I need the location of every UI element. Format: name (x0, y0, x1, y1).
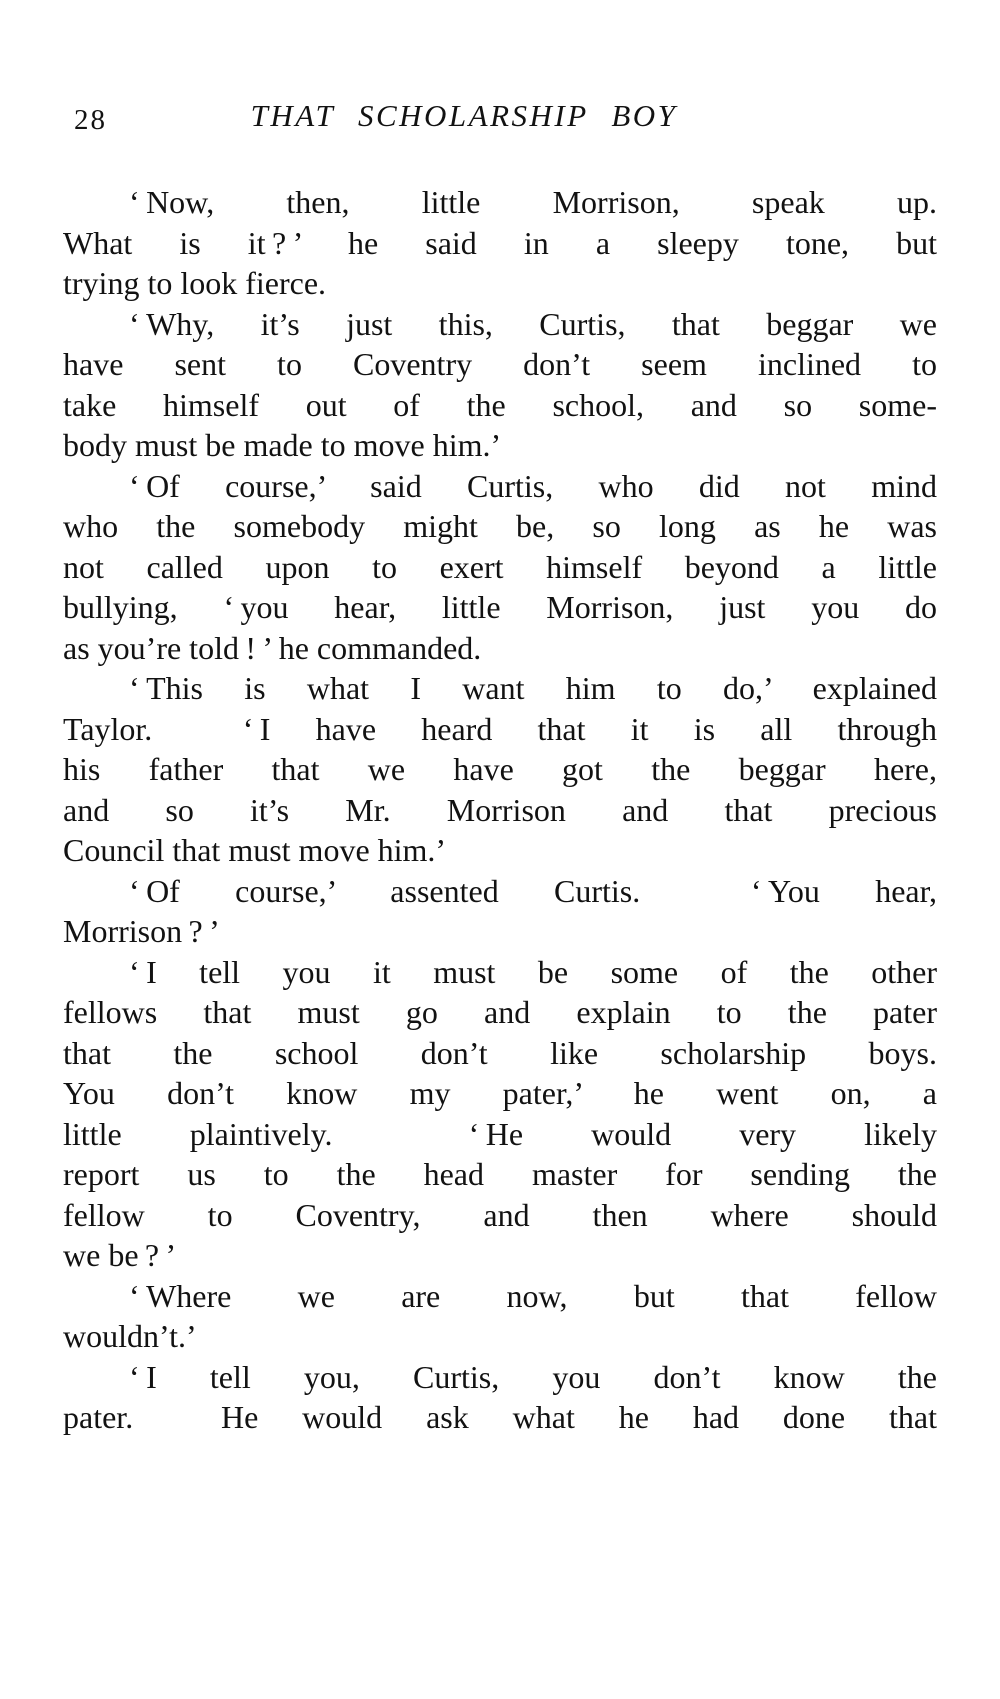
text-line: wouldn’t.’ (63, 1318, 197, 1354)
text-line: Council that must move him.’ (63, 832, 447, 868)
paragraph (63, 952, 937, 1276)
text-line: Taylor. ‘ I have heard that it is all through (63, 710, 937, 747)
paragraph (63, 668, 937, 871)
text-line: report us to the head master for sending the (63, 1156, 937, 1192)
paragraph (63, 466, 937, 669)
text-line: ‘ This is what I want him to do,’ explained (129, 670, 937, 706)
text-line: have sent to Coventry don’t seem inclined to (63, 346, 937, 382)
text-line: body must be made to move him.’ (63, 427, 502, 463)
text-line: who the somebody might be, so long as he was (63, 508, 937, 544)
body-text (63, 182, 937, 1438)
page-header (0, 98, 1000, 140)
text-line: and so it’s Mr. Morrison and that precious (63, 791, 937, 828)
paragraph (63, 1276, 937, 1357)
text-line: Morrison ? ’ (63, 913, 220, 949)
text-line: ‘ I tell you, Curtis, you don’t know the (129, 1358, 937, 1395)
text-line: What is it ? ’ he said in a sleepy tone, but (63, 224, 937, 261)
paragraph (63, 1357, 937, 1438)
text-line: bullying, ‘ you hear, little Morrison, just you do (63, 589, 937, 625)
text-line: You don’t know my pater,’ he went on, a (63, 1075, 937, 1111)
text-line: ‘ Of course,’ assented Curtis. ‘ You hear, (129, 872, 937, 909)
running-title: THAT SCHOLARSHIP BOY (250, 98, 678, 133)
text-line: fellow to Coventry, and then where should (63, 1196, 937, 1233)
text-line: not called upon to exert himself beyond a little (63, 548, 937, 585)
text-line: ‘ Now, then, little Morrison, speak up. (129, 184, 937, 220)
text-line: pater. He would ask what he had done that (63, 1399, 937, 1435)
paragraph (63, 871, 937, 952)
text-line: we be ? ’ (63, 1237, 177, 1273)
text-line: ‘ I tell you it must be some of the other (129, 953, 937, 990)
text-line: take himself out of the school, and so some- (63, 386, 937, 423)
text-line: ‘ Of course,’ said Curtis, who did not mind (129, 467, 937, 504)
text-line: ‘ Where we are now, but that fellow (129, 1277, 937, 1314)
text-line: ‘ Why, it’s just this, Curtis, that beggar we (129, 305, 937, 342)
text-line: little plaintively. ‘ He would very likely (63, 1115, 937, 1152)
paragraph (63, 304, 937, 466)
text-line: as you’re told ! ’ he commanded. (63, 629, 482, 666)
paragraph (63, 182, 937, 304)
text-line: his father that we have got the beggar here, (63, 751, 937, 787)
text-line: trying to look fierce. (63, 265, 327, 301)
text-line: that the school don’t like scholarship boys. (63, 1034, 937, 1071)
text-line: fellows that must go and explain to the pater (63, 994, 937, 1030)
page-number: 28 (74, 104, 107, 136)
